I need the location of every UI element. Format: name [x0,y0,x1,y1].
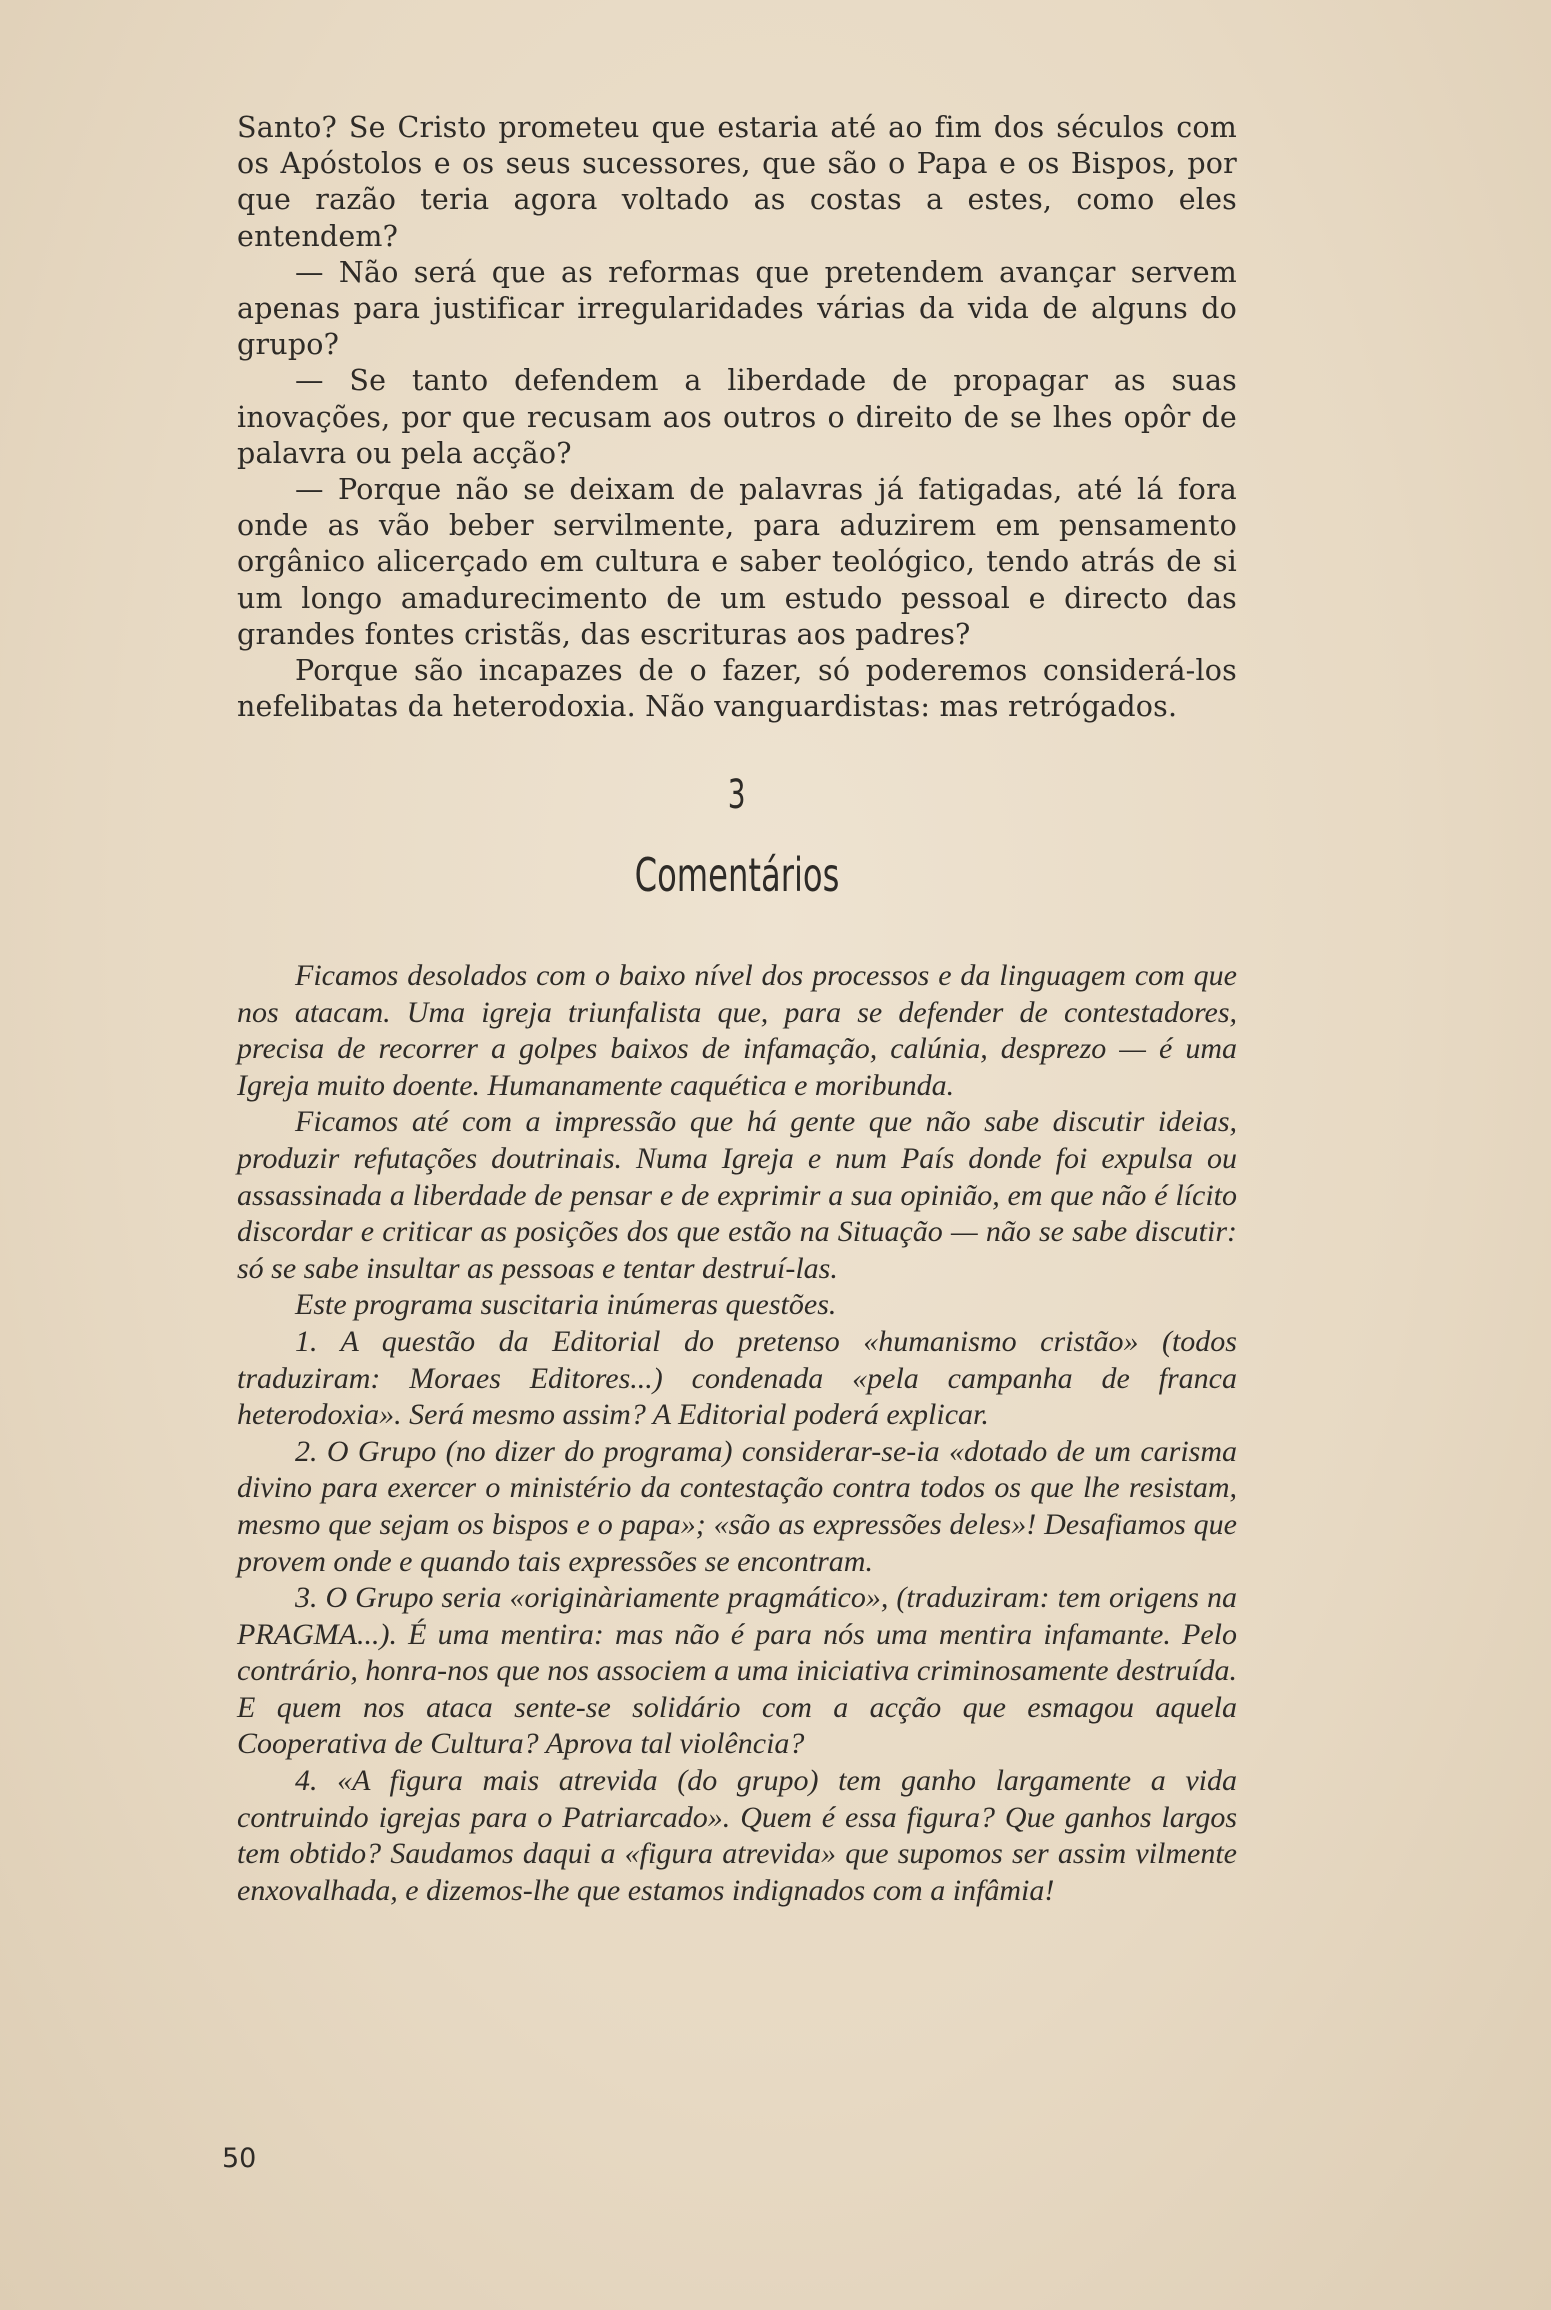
comment-paragraph: 1. A questão da Editorial do pretenso «humanismo cristão» (todos traduziram: Moraes Editores...) condenada «pela campanha de franca heterodoxia». Será mesmo assim? A Editorial poderá explicar. [237,1324,1237,1432]
comment-paragraph: 4. «A figura mais atrevida (do grupo) tem ganho largamente a vida contruindo igrejas para o Patriarcado». Quem é essa figura? Que ganhos largos tem obtido? Saudamos daqui a «figura atrevida» que supomos ser assim vilmente enxovalhada, e dizemos-lhe que estamos indignados com a infâmia! [237,1764,1237,1907]
comment-paragraph: Ficamos até com a impressão que há gente que não sabe discutir ideias, produzir refutações doutrinais. Numa Igreja e num País donde foi expulsa ou assassinada a liberdade de pensar e de exprimir a sua opinião, em que não é lícito discordar e criticar as posições dos que estão na Situação — não se sabe discutir: só se sabe insultar as pessoas e tentar destruí-las. [237,1105,1237,1285]
comment-paragraph: Este programa suscitaria inúmeras questões. [295,1288,837,1322]
chapter-number: 3 [727,772,747,818]
body-paragraph: Porque são incapazes de o fazer, só poderemos considerá-los nefelibatas da heterodoxia. Não vanguardistas: mas retrógados. [237,654,1237,724]
body-paragraph: Santo? Se Cristo prometeu que estaria até ao fim dos séculos com os Apóstolos e os seus sucessores, que são o Papa e os Bispos, por que razão teria agora voltado as costas a estes, como eles entendem? [237,111,1237,253]
comment-paragraph: Ficamos desolados com o baixo nível dos processos e da linguagem com que nos atacam. Uma igreja triunfalista que, para se defender de contestadores, precisa de recorrer a golpes baixos de infamação, calúnia, desprezo — é uma Igreja muito doente. Humanamente caquética e moribunda. [237,959,1237,1102]
comment-paragraph: 3. O Grupo seria «originàriamente pragmático», (traduziram: tem origens na PRAGMA...). É uma mentira: mas não é para nós uma mentira infamante. Pelo contrário, honra-nos que nos associem a uma iniciativa criminosamente destruída. E quem nos ataca sente-se solidário com a acção que esmagou aquela Cooperativa de Cultura? Aprova tal violência? [237,1581,1237,1761]
body-paragraph: — Se tanto defendem a liberdade de propagar as suas inovações, por que recusam aos outros o direito de se lhes opôr de palavra ou pela acção? [237,364,1237,470]
body-paragraph: — Porque não se deixam de palavras já fatigadas, até lá fora onde as vão beber servilmente, para aduzirem em pensamento orgânico alicerçado em cultura e saber teológico, tendo atrás de si um longo amadurecimento de um estudo pessoal e directo das grandes fontes cristãs, das escrituras aos padres? [237,473,1237,651]
page-number: 50 [222,2143,257,2174]
page-body [237,110,1237,1907]
body-paragraph: — Não será que as reformas que pretendem avançar servem apenas para justificar irregularidades várias da vida de alguns do grupo? [237,255,1237,362]
chapter-title: Comentários [634,848,840,902]
comments-section [237,958,1237,1909]
comment-paragraph: 2. O Grupo (no dizer do programa) considerar-se-ia «dotado de um carisma divino para exercer o ministério da contestação contra todos os que lhe resistam, mesmo que sejam os bispos e o papa»; «são as expressões deles»! Desafiamos que provem onde e quando tais expressões se encontram. [237,1434,1237,1578]
